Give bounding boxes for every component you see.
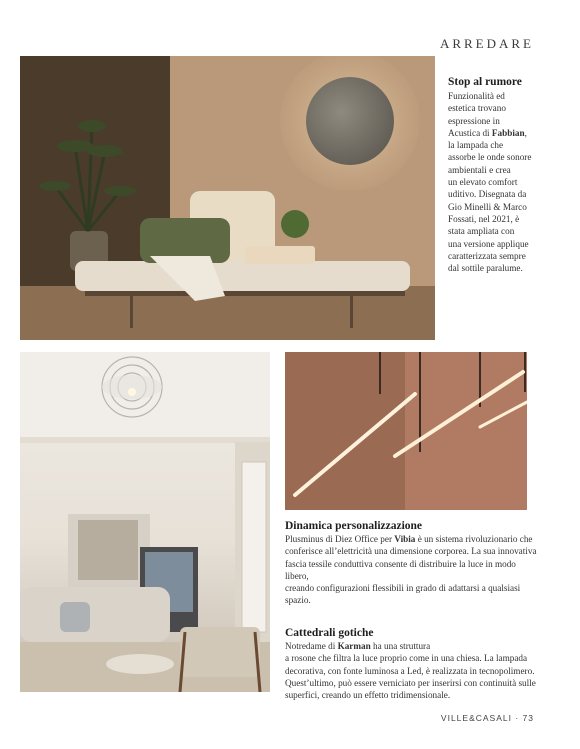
article-title-stop-al-rumore: Stop al rumore — [448, 76, 522, 88]
article-line: Gio Minelli & Marco — [448, 201, 527, 212]
article-line: stata ampliata con — [448, 226, 515, 237]
article-line: espressione in — [448, 115, 500, 126]
article-line: Quest’ultimo, può essere verniciato per inserirsi con continuità sulle — [285, 677, 536, 688]
article-title-dinamica-personalizzazione: Dinamica personalizzazione — [285, 520, 423, 532]
photo-vibia-plusminus — [285, 352, 527, 510]
article-line — [285, 640, 540, 652]
article-body-dinamica-personalizzazione — [285, 533, 540, 607]
article-line: dal sottile paralume. — [448, 263, 523, 274]
article-text: Plusminus di Diez Office per — [285, 534, 395, 544]
article-line: estetica trovano — [448, 103, 506, 114]
photo-vibia-illustration — [285, 352, 527, 510]
photo-fabbian-acustica — [20, 56, 435, 340]
article-line — [285, 533, 540, 545]
article-line: Fossati, nel 2021, è — [448, 213, 520, 224]
section-label: ARREDARE — [439, 36, 534, 51]
article-text: Acustica di — [448, 127, 492, 138]
article-line: a rosone che filtra la luce proprio come in una chiesa. La lampada — [285, 653, 528, 664]
article-line: creando configurazioni flessibili in grado di adattarsi a qualsiasi spazio. — [285, 583, 521, 606]
article-line: superfici, creando un effetto tridimensionale. — [285, 690, 451, 701]
photo-karman-notredame — [20, 352, 270, 692]
article-line: Funzionalità ed — [448, 91, 505, 101]
article-line: assorbe le onde sonore — [448, 152, 532, 163]
page-footer: VILLE&CASALI · 73 — [440, 713, 534, 723]
article-line: la lampada che — [448, 140, 504, 151]
article-title-cattedrali-gotiche: Cattedrali gotiche — [285, 627, 374, 639]
article-body-stop-al-rumore — [448, 90, 543, 274]
article-line: conferisce all’elettricità una dimensione corporea. La sua innovativa — [285, 546, 537, 557]
article-line: una versione applique — [448, 238, 529, 249]
article-text: ha una struttura — [370, 641, 431, 651]
article-line: uditivo. Disegnata da — [448, 189, 527, 200]
article-line: ambientali e crea — [448, 164, 511, 175]
article-line: caratterizzata sempre — [448, 250, 526, 261]
brand-fabbian: Fabbian — [491, 127, 525, 138]
article-text: Notredame di — [285, 641, 338, 651]
brand-vibia: Vibia — [394, 534, 416, 544]
photo-fabbian-illustration — [20, 56, 435, 340]
photo-karman-illustration — [20, 352, 270, 692]
article-text: , — [524, 127, 527, 138]
article-line: un elevato comfort — [448, 177, 518, 188]
brand-karman: Karman — [337, 641, 371, 651]
article-line: fascia tessile conduttiva consente di distribuire la luce in modo libero, — [285, 558, 516, 581]
article-line — [448, 127, 543, 139]
article-text: è un sistema rivoluzionario che — [415, 534, 533, 544]
article-line: decorativa, con fonte luminosa a Led, è realizzata in tecnopolimero. — [285, 665, 535, 676]
article-body-cattedrali-gotiche — [285, 640, 540, 701]
